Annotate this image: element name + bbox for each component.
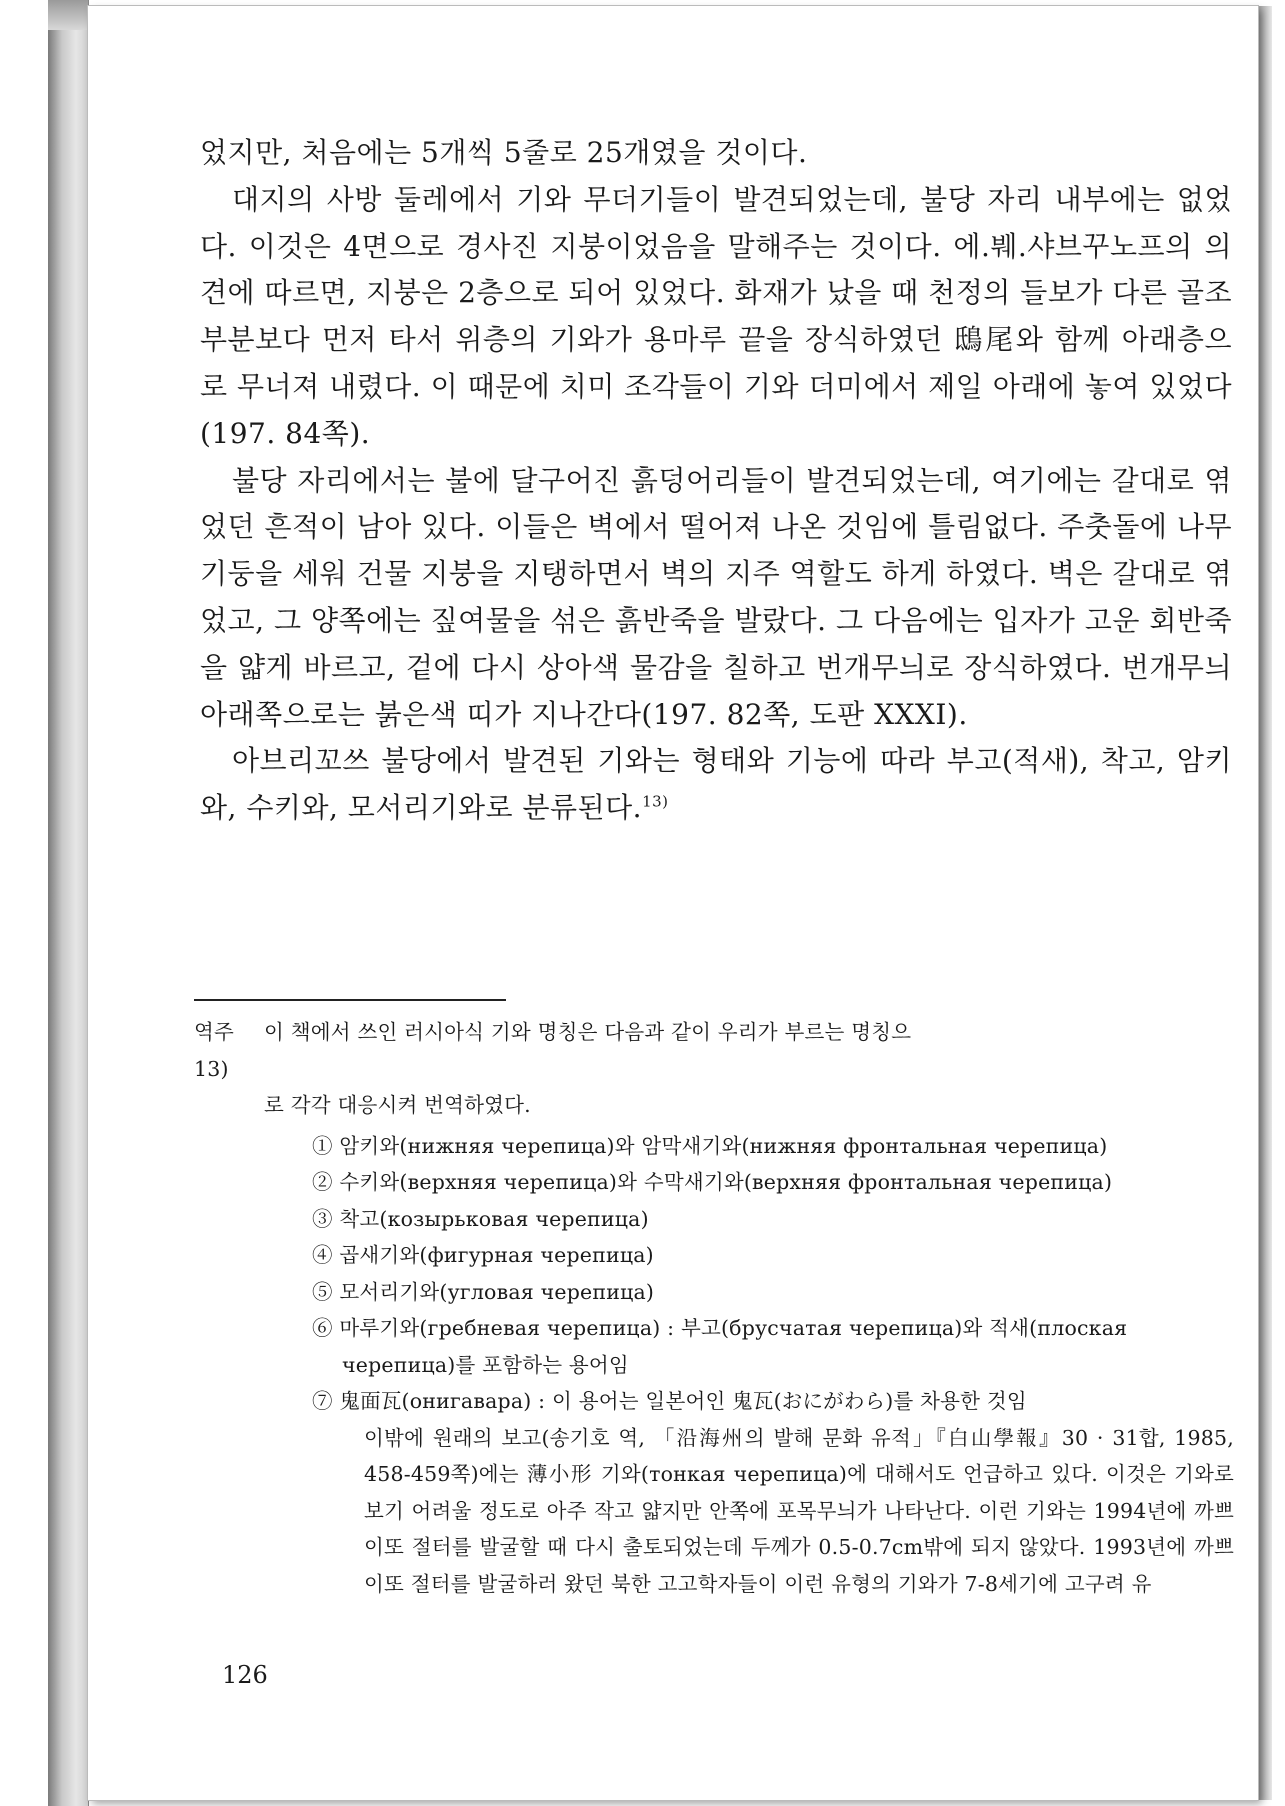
footnote-term-list (194, 1128, 1234, 1420)
page-number: 126 (222, 1661, 268, 1689)
paragraph-2: 대지의 사방 둘레에서 기와 무더기들이 발견되었는데, 불당 자리 내부에는 없었다. 이것은 4면으로 경사진 지붕이었음을 말해주는 것이다. 에.붸.샤브꾸노프의 의견에 따르면, 지붕은 2층으로 되어 있었다. 화재가 났을 때 천정의 들보가 다른 골조 부분보다 먼저 타서 위층의 기와가 용마루 끝을 장식하였던 鴟尾와 함께 아래층으로 무너져 내렸다. 이 때문에 치미 조각들이 기와 더미에서 제일 아래에 놓여 있었다(197. 84쪽). (200, 182, 1232, 450)
paragraph-4 (200, 738, 1232, 832)
book-spine-top (48, 0, 88, 30)
footnote-term-item: ② 수키와(верхняя черепица)와 수막새기와(верхняя фронтальная черепица) (312, 1170, 1113, 1194)
footnote-header (194, 1014, 1234, 1087)
page-right-edge (1258, 6, 1272, 1800)
footnote-reference[interactable]: 13) (642, 792, 669, 811)
footnote-term-item: ④ 곱새기와(фигурная черепица) (312, 1243, 654, 1267)
footnote-term-item: ⑤ 모서리기와(угловая черепица) (312, 1279, 655, 1304)
paragraph-4-text: 아브리꼬쓰 불당에서 발견된 기와는 형태와 기능에 따라 부고(적새), 착고, 암키와, 수키와, 모서리기와로 분류된다. (200, 744, 1232, 825)
paragraph-1: 었지만, 처음에는 5개씩 5줄로 25개였을 것이다. (200, 136, 808, 169)
footnote-term-item: ③ 착고(козырьковая черепица) (312, 1206, 649, 1231)
footnote-13 (194, 1014, 1234, 1602)
footnote-intro-line-2: 로 각각 대응시켜 번역하였다. (264, 1093, 531, 1117)
paragraph-3: 불당 자리에서는 불에 달구어진 흙덩어리들이 발견되었는데, 여기에는 갈대로 엮었던 흔적이 남아 있다. 이들은 벽에서 떨어져 나온 것임에 틀림없다. 주춧돌에 나무기둥을 세워 건물 지붕을 지탱하면서 벽의 지주 역할도 하게 하였다. 벽은 갈대로 엮었고, 그 양쪽에는 짚여물을 섞은 흙반죽을 발랐다. 그 다음에는 입자가 고운 회반죽을 얇게 바르고, 겉에 다시 상아색 물감을 칠하고 번개무늬로 장식하였다. 번개무늬 아래쪽으로는 붉은색 띠가 지나간다(197. 82쪽, 도판 XXXI). (200, 463, 1232, 731)
footnote-divider (194, 999, 506, 1001)
footnote-label: 역주 13) (194, 1020, 235, 1081)
footnote-term-item: ⑦ 鬼面瓦(онигавара) : 이 용어는 일본어인 鬼瓦(おにがわら)를 차용한 것임 (312, 1389, 1027, 1413)
body-text (200, 130, 1232, 832)
footnote-tail-text: 이밖에 원래의 보고(송기호 역, 「沿海州의 발해 문화 유적」『白山學報』30 · 31합, 1985, 458-459쪽)에는 薄小形 기와(тонкая черепица)에 대해서도 언급하고 있다. 이것은 기와로 보기 어려울 정도로 아주 작고 얇지만 안쪽에 포목무늬가 나타난다. 이런 기와는 1994년에 까쁘이또 절터를 발굴할 때 다시 출토되었는데 두께가 0.5-0.7cm밖에 되지 않았다. 1993년에 까쁘이또 절터를 발굴하러 왔던 북한 고고학자들이 이런 유형의 기와가 7-8세기에 고구려 유 (364, 1425, 1234, 1596)
book-page (88, 6, 1258, 1800)
footnote-term-item: ① 암키와(нижняя черепица)와 암막새기와(нижняя фронтальная черепица) (312, 1133, 1108, 1158)
footnote-term-item: ⑥ 마루기와(гребневая черепица) : 부고(брусчатая черепица)와 적새(плоская черепица)를 포함하는 용어임 (312, 1316, 1128, 1377)
book-spine (48, 0, 89, 1806)
footnote-intro-line-1: 이 책에서 쓰인 러시아식 기와 명칭은 다음과 같이 우리가 부르는 명칭으 (264, 1020, 912, 1044)
